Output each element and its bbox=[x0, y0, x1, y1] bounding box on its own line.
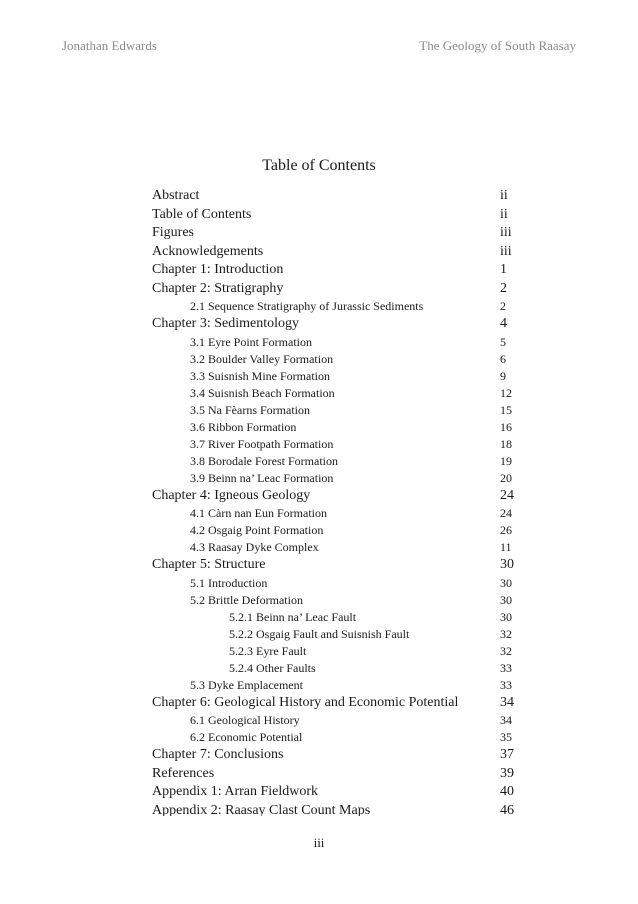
toc-entry-page: 11 bbox=[500, 540, 512, 554]
toc-entry-page: 2 bbox=[500, 299, 506, 313]
page-header bbox=[62, 38, 576, 56]
header-document-title: The Geology of South Raasay bbox=[419, 38, 576, 53]
toc-entry-page: 46 bbox=[500, 802, 514, 816]
toc-entry-page: 26 bbox=[500, 523, 512, 537]
toc-entry[interactable] bbox=[152, 609, 518, 626]
toc-entry[interactable] bbox=[152, 539, 518, 556]
toc-entry-title: 3.5 Na Fèarns Formation bbox=[190, 402, 310, 417]
toc-entry[interactable] bbox=[152, 280, 518, 299]
toc-entry[interactable] bbox=[152, 206, 518, 225]
toc-entry[interactable] bbox=[152, 334, 518, 351]
toc-entry-title: Appendix 1: Arran Fieldwork bbox=[152, 784, 319, 799]
toc-entry-page: 39 bbox=[500, 765, 514, 781]
toc-entry-page: 30 bbox=[500, 575, 512, 590]
toc-entry-title: 4.1 Càrn nan Eun Formation bbox=[190, 506, 327, 520]
toc-entry-page: 18 bbox=[500, 436, 512, 451]
toc-entry-title: Chapter 7: Conclusions bbox=[152, 747, 284, 762]
toc-entry-page: 24 bbox=[500, 487, 514, 503]
toc-entry-page: 2 bbox=[500, 280, 507, 296]
toc-entry[interactable] bbox=[152, 575, 518, 592]
toc-entry-title: 3.6 Ribbon Formation bbox=[190, 419, 297, 434]
toc-entry[interactable] bbox=[152, 368, 518, 385]
toc-heading: Table of Contents bbox=[262, 157, 376, 174]
toc-entry-title: References bbox=[152, 765, 215, 781]
toc-entry-page: 24 bbox=[500, 506, 512, 520]
toc-entry-title: 4.2 Osgaig Point Formation bbox=[190, 523, 324, 537]
toc-entry-title: Table of Contents bbox=[152, 206, 252, 222]
toc-entry-page: 32 bbox=[500, 643, 512, 658]
toc-entry-title: 4.3 Raasay Dyke Complex bbox=[190, 540, 319, 554]
toc-entry-title: Abstract bbox=[152, 188, 200, 203]
toc-entry-title: 3.9 Beinn na’ Leac Formation bbox=[190, 470, 334, 485]
toc-entry-page: 30 bbox=[500, 609, 512, 624]
toc-entry-title: 5.2.3 Eyre Fault bbox=[229, 643, 307, 658]
toc-entry-title: 5.1 Introduction bbox=[190, 575, 268, 590]
toc-entry-page: 34 bbox=[500, 713, 512, 727]
toc-entry-title: 5.2.1 Beinn na’ Leac Fault bbox=[229, 609, 357, 624]
page-number: iii bbox=[313, 835, 325, 850]
toc-entry-title: Acknowledgements bbox=[152, 243, 264, 259]
toc-entry-page: 20 bbox=[500, 470, 512, 485]
toc-entry-page: 37 bbox=[500, 747, 514, 762]
toc-entry-page: 30 bbox=[500, 557, 514, 572]
toc-entry-page: 32 bbox=[500, 626, 512, 641]
toc-entry-page: 5 bbox=[500, 334, 506, 349]
toc-entry-title: Chapter 5: Structure bbox=[152, 557, 266, 572]
toc-entry-title: Chapter 3: Sedimentology bbox=[152, 316, 299, 331]
toc-entry[interactable] bbox=[152, 470, 518, 487]
toc-entry-title: 3.3 Suisnish Mine Formation bbox=[190, 368, 331, 383]
toc-entry-page: 35 bbox=[500, 730, 512, 744]
toc-entry-title: 6.1 Geological History bbox=[190, 713, 300, 727]
table-of-contents bbox=[152, 187, 518, 816]
toc-entry-title: 3.1 Eyre Point Formation bbox=[190, 334, 312, 349]
toc-entry-page: 15 bbox=[500, 402, 512, 417]
toc-entry[interactable] bbox=[152, 298, 518, 315]
toc-entry-title: Appendix 2: Raasay Clast Count Maps bbox=[152, 802, 371, 816]
toc-entry[interactable] bbox=[152, 224, 518, 243]
toc-entry-page: iii bbox=[500, 225, 512, 240]
toc-entry-page: 40 bbox=[500, 784, 514, 799]
toc-entry[interactable] bbox=[152, 436, 518, 453]
toc-entry[interactable] bbox=[152, 187, 518, 206]
toc-entry-title: 3.4 Suisnish Beach Formation bbox=[190, 385, 335, 400]
toc-entry[interactable] bbox=[152, 385, 518, 402]
toc-entry-title: Chapter 6: Geological History and Economic Potential bbox=[152, 694, 459, 710]
toc-entry-title: 3.2 Boulder Valley Formation bbox=[190, 351, 334, 366]
toc-entry-title: Chapter 4: Igneous Geology bbox=[152, 487, 311, 503]
toc-entry[interactable] bbox=[152, 453, 518, 470]
toc-entry-title: 3.7 River Footpath Formation bbox=[190, 436, 334, 451]
toc-entry-page: 16 bbox=[500, 419, 512, 434]
toc-entry[interactable] bbox=[152, 729, 518, 746]
toc-entry[interactable] bbox=[152, 765, 518, 784]
toc-entry[interactable] bbox=[152, 487, 518, 506]
toc-entry[interactable] bbox=[152, 351, 518, 368]
toc-entry-page: 12 bbox=[500, 385, 512, 400]
toc-entry[interactable] bbox=[152, 746, 518, 765]
toc-entry-title: 5.3 Dyke Emplacement bbox=[190, 677, 303, 692]
toc-entry-title: Chapter 2: Stratigraphy bbox=[152, 280, 284, 296]
toc-entry[interactable] bbox=[152, 402, 518, 419]
toc-entry-title: 5.2 Brittle Deformation bbox=[190, 592, 303, 607]
toc-entry-title: 5.2.2 Osgaig Fault and Suisnish Fault bbox=[229, 626, 410, 641]
toc-entry[interactable] bbox=[152, 556, 518, 575]
toc-entry[interactable] bbox=[152, 712, 518, 729]
toc-entry[interactable] bbox=[152, 505, 518, 522]
toc-entry-title: 6.2 Economic Potential bbox=[190, 730, 303, 744]
toc-entry[interactable] bbox=[152, 783, 518, 802]
toc-entry-page: 19 bbox=[500, 453, 512, 468]
toc-entry-page: 33 bbox=[500, 660, 512, 675]
toc-entry-page: 9 bbox=[500, 368, 506, 383]
toc-entry[interactable] bbox=[152, 243, 518, 262]
toc-entry-page: 30 bbox=[500, 592, 512, 607]
toc-entry-title: Chapter 1: Introduction bbox=[152, 262, 284, 277]
toc-entry-page: 34 bbox=[500, 694, 514, 710]
toc-entry[interactable] bbox=[152, 315, 518, 334]
toc-entry[interactable] bbox=[152, 592, 518, 609]
toc-entry-title: Figures bbox=[152, 225, 194, 240]
toc-entry[interactable] bbox=[152, 522, 518, 539]
toc-entry[interactable] bbox=[152, 261, 518, 280]
toc-entry-page: 33 bbox=[500, 677, 512, 692]
toc-entry-page: 6 bbox=[500, 351, 506, 366]
toc-entry[interactable] bbox=[152, 643, 518, 660]
toc-entry-page: iii bbox=[500, 243, 512, 259]
toc-entry[interactable] bbox=[152, 677, 518, 694]
toc-entry-page: 1 bbox=[500, 262, 507, 277]
toc-entry-title: 3.8 Borodale Forest Formation bbox=[190, 453, 338, 468]
toc-entry-page: ii bbox=[500, 188, 508, 203]
toc-entry[interactable] bbox=[152, 419, 518, 436]
toc-entry-page: ii bbox=[500, 206, 508, 222]
toc-entry[interactable] bbox=[152, 694, 518, 713]
toc-entry[interactable] bbox=[152, 660, 518, 677]
toc-entry[interactable] bbox=[152, 626, 518, 643]
toc-entry-title: 2.1 Sequence Stratigraphy of Jurassic Sediments bbox=[190, 299, 424, 313]
toc-entry[interactable] bbox=[152, 802, 518, 817]
toc-entry-title: 5.2.4 Other Faults bbox=[229, 660, 316, 675]
toc-entry-page: 4 bbox=[500, 316, 507, 331]
header-author: Jonathan Edwards bbox=[62, 38, 157, 53]
